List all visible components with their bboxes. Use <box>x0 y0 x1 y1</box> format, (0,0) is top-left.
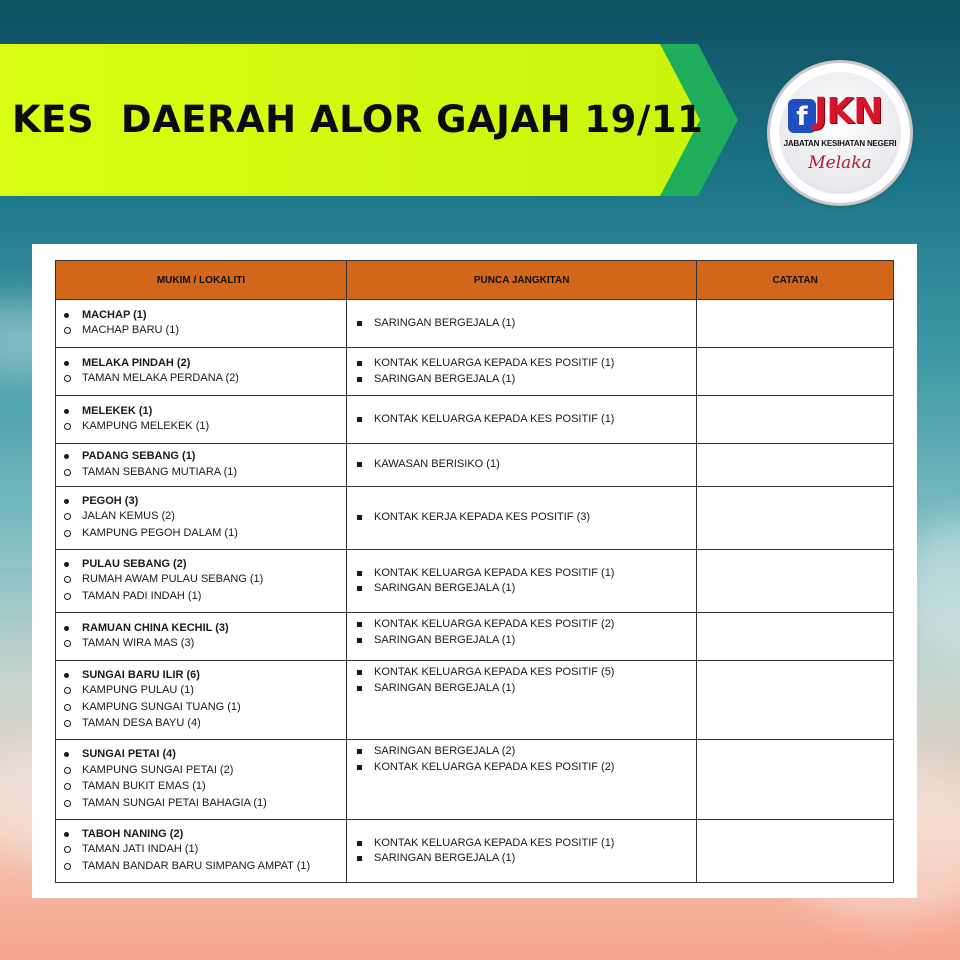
table-row <box>56 348 894 396</box>
mukim-cell <box>56 487 347 550</box>
mukim-line <box>64 668 338 684</box>
punca-text: SARINGAN BERGEJALA (1) <box>374 316 516 329</box>
punca-text: SARINGAN BERGEJALA (2) <box>374 745 516 757</box>
mukim-line <box>64 308 338 324</box>
table-row <box>56 661 894 740</box>
lokaliti-name: KAMPUNG MELEKEK (1) <box>82 420 210 432</box>
bullet-dot-icon <box>64 668 82 684</box>
table-row <box>56 550 894 613</box>
lokaliti-line <box>64 796 338 813</box>
table-header-row <box>56 261 894 300</box>
punca-cell <box>347 661 697 740</box>
bullet-dot-icon <box>64 449 82 465</box>
bullet-circle-icon <box>64 683 82 700</box>
header-catatan: CATATAN <box>697 261 894 300</box>
bullet-square-icon <box>357 462 362 467</box>
bullet-square-icon <box>357 749 362 754</box>
mukim-line <box>64 557 338 573</box>
lokaliti-line <box>64 700 338 717</box>
punca-cell <box>347 348 697 396</box>
punca-cell <box>347 487 697 550</box>
lokaliti-name: JALAN KEMUS (2) <box>82 510 175 523</box>
header-punca: PUNCA JANGKITAN <box>347 261 697 300</box>
lokaliti-line <box>64 842 338 859</box>
bullet-circle-icon <box>64 859 82 876</box>
lokaliti-name: TAMAN SEBANG MUTIARA (1) <box>82 465 238 478</box>
mukim-name: RAMUAN CHINA KECHIL (3) <box>82 621 229 634</box>
mukim-line <box>64 449 338 465</box>
catatan-cell <box>697 348 894 396</box>
bullet-square-icon <box>357 361 362 366</box>
punca-text: SARINGAN BERGEJALA (1) <box>374 633 516 646</box>
lokaliti-line <box>64 683 338 700</box>
bullet-circle-icon <box>64 779 82 796</box>
punca-line <box>355 633 688 649</box>
punca-line <box>355 760 688 776</box>
punca-text: KONTAK KELUARGA KEPADA KES POSITIF (5) <box>374 666 615 678</box>
punca-cell <box>347 820 697 883</box>
logo-script-text: Melaka <box>808 153 872 173</box>
bullet-dot-icon <box>64 747 82 763</box>
lokaliti-line <box>64 716 338 733</box>
bullet-circle-icon <box>64 323 82 340</box>
catatan-cell <box>697 820 894 883</box>
bullet-circle-icon <box>64 419 82 436</box>
bullet-square-icon <box>357 622 362 627</box>
bullet-square-icon <box>357 586 362 591</box>
lokaliti-name: TAMAN SUNGAI PETAI BAHAGIA (1) <box>82 796 267 809</box>
punca-text: KONTAK KELUARGA KEPADA KES POSITIF (1) <box>374 357 615 369</box>
catatan-cell <box>697 300 894 348</box>
bullet-circle-icon <box>64 572 82 589</box>
catatan-cell <box>697 396 894 444</box>
mukim-line <box>64 621 338 637</box>
bullet-square-icon <box>357 377 362 382</box>
bullet-square-icon <box>357 670 362 675</box>
bullet-circle-icon <box>64 700 82 717</box>
mukim-cell <box>56 300 347 348</box>
bullet-dot-icon <box>64 621 82 637</box>
lokaliti-line <box>64 509 338 526</box>
mukim-name: PEGOH (3) <box>82 494 139 507</box>
bullet-circle-icon <box>64 509 82 526</box>
punca-text: KONTAK KELUARGA KEPADA KES POSITIF (2) <box>374 760 615 773</box>
lokaliti-line <box>64 859 338 876</box>
mukim-line <box>64 827 338 843</box>
mukim-cell <box>56 348 347 396</box>
mukim-cell <box>56 444 347 487</box>
punca-text: SARINGAN BERGEJALA (1) <box>374 681 516 694</box>
lokaliti-name: TAMAN JATI INDAH (1) <box>82 843 199 856</box>
lokaliti-name: TAMAN PADI INDAH (1) <box>82 589 202 602</box>
lokaliti-name: TAMAN WIRA MAS (3) <box>82 637 195 649</box>
punca-line <box>355 681 688 697</box>
table-body <box>56 300 894 883</box>
mukim-cell <box>56 613 347 661</box>
punca-line <box>355 316 688 332</box>
punca-text: KONTAK KELUARGA KEPADA KES POSITIF (1) <box>374 566 615 579</box>
punca-line <box>355 356 688 372</box>
bullet-circle-icon <box>64 842 82 859</box>
punca-line <box>355 836 688 852</box>
punca-line <box>355 744 688 760</box>
mukim-name: TABOH NANING (2) <box>82 827 184 840</box>
bullet-dot-icon <box>64 494 82 510</box>
mukim-cell <box>56 661 347 740</box>
bullet-circle-icon <box>64 465 82 482</box>
facebook-icon: f <box>788 99 816 133</box>
punca-line <box>355 581 688 597</box>
table-row <box>56 487 894 550</box>
punca-cell <box>347 396 697 444</box>
page-title: KES DAERAH ALOR GAJAH 19/11 <box>12 98 704 141</box>
punca-text: SARINGAN BERGEJALA (1) <box>374 852 516 864</box>
lokaliti-line <box>64 419 338 436</box>
bullet-circle-icon <box>64 763 82 780</box>
bullet-circle-icon <box>64 636 82 653</box>
lokaliti-line <box>64 636 338 653</box>
punca-line <box>355 372 688 388</box>
mukim-name: PADANG SEBANG (1) <box>82 450 196 462</box>
catatan-cell <box>697 550 894 613</box>
bullet-circle-icon <box>64 716 82 733</box>
punca-line <box>355 412 688 428</box>
table-row <box>56 820 894 883</box>
punca-line <box>355 665 688 681</box>
punca-line <box>355 457 688 473</box>
punca-text: KAWASAN BERISIKO (1) <box>374 458 500 471</box>
catatan-cell <box>697 740 894 820</box>
table-row <box>56 444 894 487</box>
punca-text: KONTAK KERJA KEPADA KES POSITIF (3) <box>374 511 591 524</box>
bullet-dot-icon <box>64 308 82 324</box>
lokaliti-name: RUMAH AWAM PULAU SEBANG (1) <box>82 573 264 586</box>
logo-jkn-text: JKN <box>814 91 883 132</box>
table-row <box>56 300 894 348</box>
catatan-cell <box>697 444 894 487</box>
punca-line <box>355 617 688 633</box>
punca-cell <box>347 613 697 661</box>
punca-cell <box>347 550 697 613</box>
mukim-name: MELAKA PINDAH (2) <box>82 356 191 369</box>
punca-text: KONTAK KELUARGA KEPADA KES POSITIF (1) <box>374 412 615 425</box>
punca-cell <box>347 444 697 487</box>
bullet-square-icon <box>357 321 362 326</box>
bullet-square-icon <box>357 515 362 520</box>
mukim-cell <box>56 740 347 820</box>
lokaliti-line <box>64 371 338 388</box>
punca-text: SARINGAN BERGEJALA (1) <box>374 372 516 385</box>
table-row <box>56 740 894 820</box>
lokaliti-name: MACHAP BARU (1) <box>82 324 179 336</box>
punca-line <box>355 851 688 867</box>
lokaliti-line <box>64 323 338 340</box>
bullet-square-icon <box>357 765 362 770</box>
mukim-cell <box>56 820 347 883</box>
mukim-name: SUNGAI BARU ILIR (6) <box>82 668 200 681</box>
punca-text: KONTAK KELUARGA KEPADA KES POSITIF (2) <box>374 618 615 630</box>
bullet-square-icon <box>357 638 362 643</box>
header-mukim: MUKIM / LOKALITI <box>56 261 347 300</box>
jkn-logo <box>770 63 910 203</box>
lokaliti-line <box>64 526 338 543</box>
mukim-name: MACHAP (1) <box>82 308 147 321</box>
mukim-line <box>64 494 338 510</box>
bullet-square-icon <box>357 417 362 422</box>
lokaliti-line <box>64 779 338 796</box>
lokaliti-name: TAMAN MELAKA PERDANA (2) <box>82 372 239 384</box>
mukim-line <box>64 356 338 372</box>
mukim-line <box>64 747 338 763</box>
lokaliti-line <box>64 589 338 606</box>
mukim-name: MELEKEK (1) <box>82 404 153 417</box>
punca-cell <box>347 300 697 348</box>
cases-table <box>55 260 894 883</box>
punca-cell <box>347 740 697 820</box>
catatan-cell <box>697 661 894 740</box>
table-card <box>32 244 917 898</box>
lokaliti-name: KAMPUNG SUNGAI PETAI (2) <box>82 763 234 776</box>
punca-text: SARINGAN BERGEJALA (1) <box>374 582 516 594</box>
bullet-square-icon <box>357 841 362 846</box>
catatan-cell <box>697 487 894 550</box>
mukim-cell <box>56 550 347 613</box>
table-row <box>56 396 894 444</box>
mukim-name: SUNGAI PETAI (4) <box>82 748 176 760</box>
bullet-square-icon <box>357 856 362 861</box>
punca-line <box>355 566 688 582</box>
bullet-circle-icon <box>64 796 82 813</box>
bullet-square-icon <box>357 686 362 691</box>
bullet-dot-icon <box>64 827 82 843</box>
bullet-circle-icon <box>64 371 82 388</box>
table-row <box>56 613 894 661</box>
lokaliti-line <box>64 763 338 780</box>
lokaliti-line <box>64 465 338 482</box>
lokaliti-name: TAMAN BANDAR BARU SIMPANG AMPAT (1) <box>82 859 311 872</box>
punca-text: KONTAK KELUARGA KEPADA KES POSITIF (1) <box>374 836 615 849</box>
lokaliti-name: KAMPUNG PEGOH DALAM (1) <box>82 526 238 539</box>
lokaliti-name: TAMAN BUKIT EMAS (1) <box>82 780 206 792</box>
bullet-square-icon <box>357 571 362 576</box>
bullet-dot-icon <box>64 557 82 573</box>
lokaliti-name: KAMPUNG SUNGAI TUANG (1) <box>82 700 241 713</box>
lokaliti-line <box>64 572 338 589</box>
bullet-circle-icon <box>64 526 82 543</box>
bullet-dot-icon <box>64 404 82 420</box>
catatan-cell <box>697 613 894 661</box>
logo-subtitle: JABATAN KESIHATAN NEGERI <box>783 139 897 148</box>
lokaliti-name: TAMAN DESA BAYU (4) <box>82 717 201 729</box>
mukim-line <box>64 404 338 420</box>
bullet-circle-icon <box>64 589 82 606</box>
mukim-name: PULAU SEBANG (2) <box>82 557 187 570</box>
mukim-cell <box>56 396 347 444</box>
bullet-dot-icon <box>64 356 82 372</box>
lokaliti-name: KAMPUNG PULAU (1) <box>82 684 194 696</box>
punca-line <box>355 510 688 526</box>
